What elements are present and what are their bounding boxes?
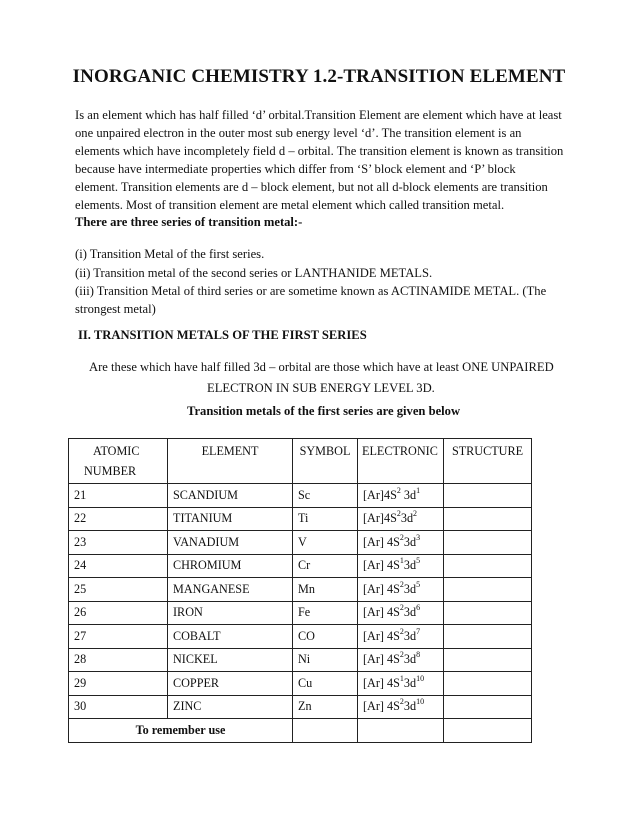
atomic-number-cell: 27 [69,625,168,649]
section-heading: II. TRANSITION METALS OF THE FIRST SERIES [78,328,367,342]
element-name-cell: COPPER [168,672,293,696]
atomic-number-cell: 30 [69,695,168,719]
structure-cell [444,672,532,696]
series-item: (ii) Transition metal of the second series or LANTHANIDE METALS. [75,266,433,280]
header-atomic-line2: NUMBER [84,464,137,478]
series-item: (i) Transition Metal of the first series. [75,247,265,261]
config-superscript: 1 [416,485,421,495]
table-cell [293,719,358,743]
config-text: 3d [403,652,417,667]
element-name-cell: MANGANESE [168,578,293,602]
symbol-cell: Mn [293,578,358,602]
table-footer-row [69,719,532,743]
intro-line: elements. Most of transition element are metal element which called transition metal. [75,198,505,213]
electronic-config-cell [358,507,444,531]
config-text: 3d [403,558,417,573]
config-superscript: 2 [413,509,418,519]
table-row [69,601,532,625]
table-row [69,695,532,719]
symbol-cell: Sc [293,484,358,508]
atomic-number-cell: 21 [69,484,168,508]
series-item: strongest metal) [75,302,156,316]
config-superscript: 5 [416,556,421,566]
config-text: [Ar] 4S [363,675,400,690]
electronic-config-cell [358,531,444,555]
element-name-cell: CHROMIUM [168,554,293,578]
symbol-cell: CO [293,625,358,649]
symbol-cell: Fe [293,601,358,625]
electronic-config-cell [358,554,444,578]
intro-line: Is an element which has half filled ‘d’ orbital.Transition Element are element which have at least [75,108,562,122]
element-name-cell: ZINC [168,695,293,719]
intro-line: elements which have incompletely field d – orbital. The transition element is known as transition [75,144,564,159]
table-body [69,484,532,719]
intro-paragraph [75,106,565,215]
header-electronic: ELECTRONIC [358,439,444,484]
symbol-cell: Cr [293,554,358,578]
table-row [69,625,532,649]
electronic-config-cell [358,578,444,602]
symbol-cell: Zn [293,695,358,719]
electronic-config-cell [358,484,444,508]
structure-cell [444,578,532,602]
page-title: INORGANIC CHEMISTRY 1.2-TRANSITION ELEMENT [72,66,566,87]
config-text: [Ar] 4S [363,581,400,596]
config-superscript: 1 [399,556,404,566]
table-caption: Transition metals of the first series are given below [187,404,461,418]
element-name-cell: IRON [168,601,293,625]
intro-line: one unpaired electron in the outer most sub energy level ‘d’. The transition element is an [75,126,522,141]
symbol-cell: Ti [293,507,358,531]
config-superscript: 2 [396,485,401,495]
config-text: [Ar]4S [363,511,397,526]
section-text: Are these which have half filled 3d – orbital are those which have at least ONE UNPAIRED [89,360,554,374]
series-item: (iii) Transition Metal of third series or are sometime known as ACTINAMIDE METAL. (The [75,284,547,298]
config-text: [Ar] 4S [363,699,400,714]
element-name-cell: SCANDIUM [168,484,293,508]
section-text: ELECTRON IN SUB ENERGY LEVEL 3D. [207,381,435,395]
table-row [69,484,532,508]
electronic-config-cell [358,695,444,719]
atomic-number-cell: 28 [69,648,168,672]
structure-cell [444,531,532,555]
element-name-cell: VANADIUM [168,531,293,555]
atomic-number-cell: 22 [69,507,168,531]
electronic-config-cell [358,625,444,649]
config-superscript: 8 [416,650,421,660]
intro-line: element. Transition elements are d – block element, but not all d-block elements are transition [75,180,548,195]
element-name-cell: NICKEL [168,648,293,672]
config-text: 3d [403,581,417,596]
config-superscript: 5 [416,579,421,589]
atomic-number-cell: 26 [69,601,168,625]
table-row [69,507,532,531]
structure-cell [444,554,532,578]
element-name-cell: COBALT [168,625,293,649]
transition-metals-table [68,438,532,743]
config-text: [Ar]4S [363,487,397,502]
atomic-number-cell: 25 [69,578,168,602]
atomic-number-cell: 23 [69,531,168,555]
config-text: [Ar] 4S [363,652,400,667]
config-superscript: 1 [399,673,404,683]
config-text: 3d [403,675,417,690]
config-text: 3d [403,534,417,549]
config-superscript: 2 [399,650,404,660]
element-name-cell: TITANIUM [168,507,293,531]
table-row [69,554,532,578]
electronic-config-cell [358,672,444,696]
config-text: 3d [403,605,417,620]
electronic-config-cell [358,648,444,672]
header-structure: STRUCTURE [444,439,532,484]
structure-cell [444,601,532,625]
config-superscript: 2 [399,579,404,589]
symbol-cell: V [293,531,358,555]
series-heading: There are three series of transition metal:- [75,215,303,229]
config-text: 3d [400,487,417,502]
electronic-config-cell [358,601,444,625]
config-text: [Ar] 4S [363,534,400,549]
atomic-number-cell: 24 [69,554,168,578]
config-text: 3d [403,628,417,643]
atomic-number-cell: 29 [69,672,168,696]
structure-cell [444,648,532,672]
config-superscript: 2 [399,603,404,613]
symbol-cell: Cu [293,672,358,696]
structure-cell [444,625,532,649]
intro-line: because have intermediate properties which differ from ‘S’ block element and ‘P’ block [75,162,516,177]
config-superscript: 2 [399,626,404,636]
header-atomic-number [69,439,168,484]
table-row [69,672,532,696]
symbol-cell: Ni [293,648,358,672]
table-row [69,531,532,555]
config-superscript: 10 [416,673,425,683]
config-superscript: 7 [416,626,421,636]
config-text: 3d [400,511,414,526]
config-superscript: 6 [416,603,421,613]
config-text: 3d [403,699,417,714]
table-cell [444,719,532,743]
config-superscript: 2 [399,697,404,707]
table-row [69,578,532,602]
structure-cell [444,484,532,508]
config-superscript: 3 [416,532,421,542]
config-superscript: 2 [396,509,401,519]
header-atomic-line1: ATOMIC [93,444,140,458]
structure-cell [444,695,532,719]
header-symbol: SYMBOL [293,439,358,484]
table-row [69,648,532,672]
config-text: [Ar] 4S [363,605,400,620]
footer-label: To remember use [69,719,293,743]
config-superscript: 2 [399,532,404,542]
structure-cell [444,507,532,531]
config-text: [Ar] 4S [363,558,400,573]
config-text: [Ar] 4S [363,628,400,643]
table-header-row [69,439,532,484]
config-superscript: 10 [416,697,425,707]
header-element: ELEMENT [168,439,293,484]
table-cell [358,719,444,743]
